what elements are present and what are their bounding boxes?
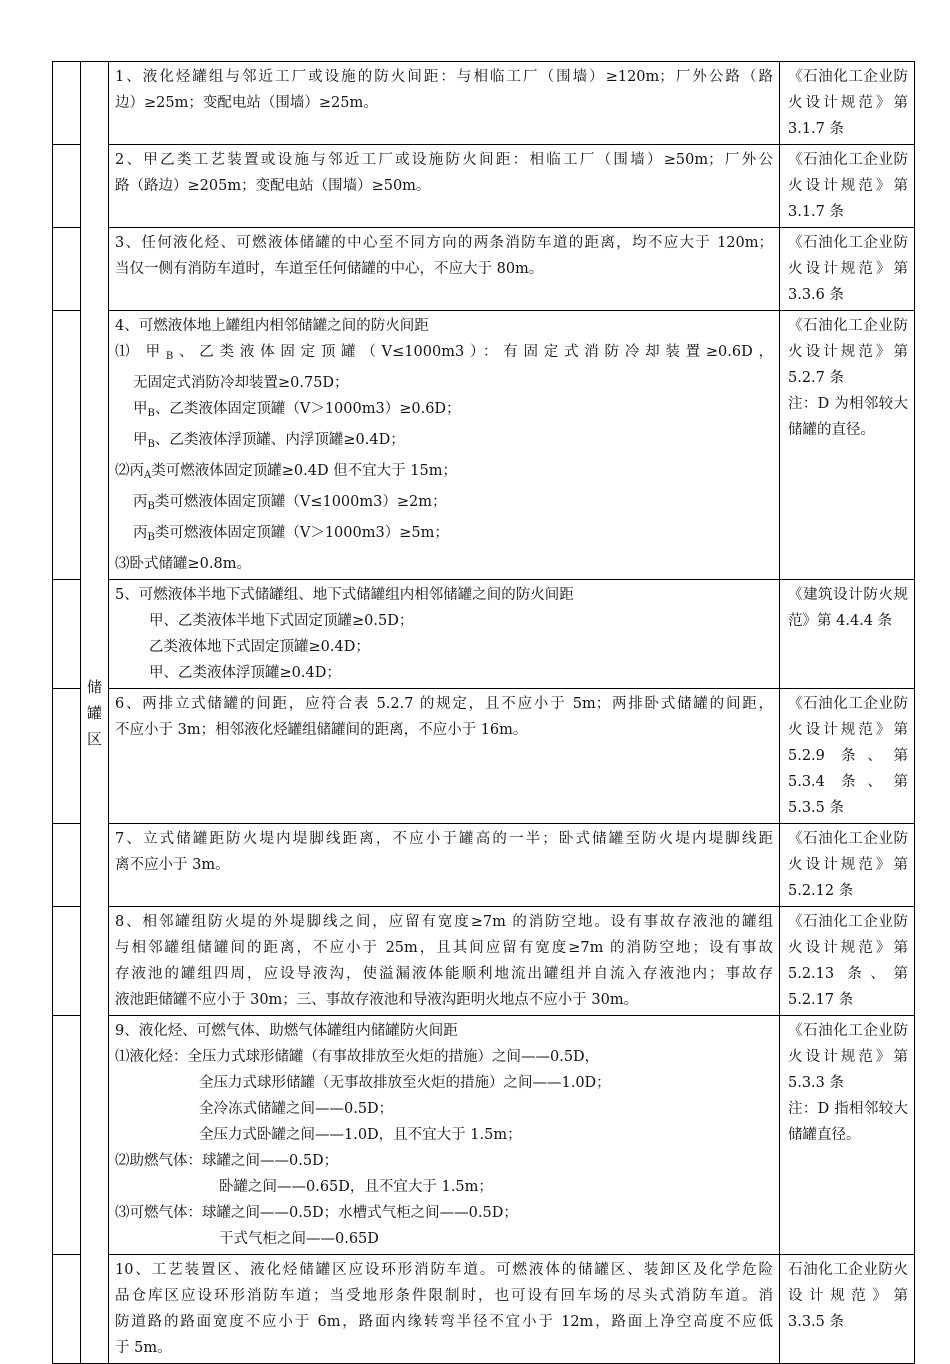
requirement-line: 4、可燃液体地上罐组内相邻储罐之间的防火间距 bbox=[115, 318, 429, 334]
subscript-letter: B bbox=[147, 439, 155, 450]
requirement-line: 丙$_B$类可燃液体固定顶罐（V≤1000m3）≥2m； bbox=[133, 494, 447, 512]
requirement-line: 离不应小于 3m。 bbox=[115, 857, 230, 873]
reference-cell bbox=[780, 907, 915, 1016]
subscript-letter: B bbox=[147, 532, 155, 543]
blank-cell bbox=[53, 62, 81, 145]
subscript-letter: B bbox=[147, 408, 155, 419]
subscript-letter: A bbox=[144, 470, 152, 481]
requirement-line: 2、甲乙类工艺装置或设施与邻近工厂或设施防火间距：相临工厂（围墙）≥50m；厂外公 bbox=[115, 152, 773, 168]
requirement-line: 与相邻罐组储罐间的距离，不应小于 25m，且其间应留有宽度≥7m 的消防空地；设有事故 bbox=[115, 940, 773, 956]
blank-cell bbox=[53, 228, 81, 311]
requirement-line: 10、工艺装置区、液化烃储罐区应设环形消防车道。可燃液体的储罐区、装卸区及化学危险 bbox=[115, 1262, 773, 1278]
table-row bbox=[53, 689, 915, 824]
reference-cell bbox=[780, 580, 915, 689]
requirement-cell bbox=[109, 1016, 780, 1255]
reference-cell bbox=[780, 311, 915, 580]
reference-text: 《石油化工企业防火设计规范》第 5.2.7 条 bbox=[788, 318, 908, 386]
requirement-line: 乙类液体地下式固定顶罐≥0.4D； bbox=[149, 639, 370, 655]
table-row bbox=[53, 907, 915, 1016]
reference-cell bbox=[780, 689, 915, 824]
table-row bbox=[53, 580, 915, 689]
requirement-cell bbox=[109, 689, 780, 824]
blank-cell bbox=[53, 145, 81, 228]
requirement-line: ⑶可燃气体：球罐之间——0.5D；水槽式气柜之间——0.5D； bbox=[115, 1205, 518, 1221]
table-row bbox=[53, 62, 915, 145]
requirement-line: 不应小于 3m；相邻液化烃罐组储罐间的距离，不应小于 16m。 bbox=[115, 722, 528, 738]
reference-text: 《石油化工企业防火设计规范》第 5.3.3 条 bbox=[788, 1023, 908, 1091]
requirement-line: 当仅一侧有消防车道时，车道至任何储罐的中心，不应大于 80m。 bbox=[115, 261, 544, 277]
requirement-line: 甲、乙类液体浮顶罐≥0.4D； bbox=[149, 665, 341, 681]
requirement-line: ⑴ 甲$_B$、乙类液体固定顶罐（V≤1000m3）：有固定式消防冷却装置≥0.6D， bbox=[115, 344, 773, 362]
reference-text: 《石油化工企业防火设计规范》第 5.2.9 条、第 5.3.4 条、第 5.3.5 条 bbox=[788, 696, 908, 816]
requirement-line: 6、两排立式储罐的间距，应符合表 5.2.7 的规定，且不应小于 5m；两排卧式储罐的间距， bbox=[115, 696, 773, 712]
table-row bbox=[53, 824, 915, 907]
requirement-line: 干式气柜之间——0.65D bbox=[219, 1231, 379, 1247]
reference-text: 《石油化工企业防火设计规范》第 5.2.13 条、第 5.2.17 条 bbox=[788, 914, 908, 1008]
table-row bbox=[53, 145, 915, 228]
requirement-line: 全压力式球形储罐（无事故排放至火炬的措施）之间——1.0D； bbox=[199, 1075, 611, 1091]
blank-cell bbox=[53, 824, 81, 907]
reference-cell bbox=[780, 824, 915, 907]
requirement-line: 卧罐之间——0.65D，且不宜大于 1.5m； bbox=[219, 1179, 493, 1195]
reference-cell bbox=[780, 228, 915, 311]
reference-text: 石油化工企业防火设计规范》第 3.3.5 条 bbox=[788, 1262, 908, 1330]
requirement-line: 3、任何液化烃、可燃液体储罐的中心至不同方向的两条消防车道的距离，均不应大于 120m； bbox=[115, 235, 773, 251]
requirement-line: 品仓库区应设环形消防车道；当受地形条件限制时，也可设有回车场的尽头式消防车道。消 bbox=[115, 1288, 773, 1304]
requirement-line: 丙$_B$类可燃液体固定顶罐（V＞1000m3）≥5m； bbox=[133, 525, 449, 543]
requirement-line: 甲$_B$、乙类液体浮顶罐、内浮顶罐≥0.4D； bbox=[133, 432, 405, 450]
reference-text: 《建筑设计防火规范》第 4.4.4 条 bbox=[788, 587, 908, 629]
requirement-line: 5、可燃液体半地下式储罐组、地下式储罐组内相邻储罐之间的防火间距 bbox=[115, 587, 574, 603]
requirement-line: 于 5m。 bbox=[115, 1340, 172, 1356]
reference-note: 注：D 指相邻较大储罐直径。 bbox=[788, 1101, 908, 1143]
requirement-cell bbox=[109, 580, 780, 689]
reference-note: 注：D 为相邻较大储罐的直径。 bbox=[788, 396, 908, 438]
requirement-cell bbox=[109, 145, 780, 228]
requirement-line: 全压力式卧罐之间——1.0D，且不宜大于 1.5m； bbox=[199, 1127, 522, 1143]
requirement-line: ⑶卧式储罐≥0.8m。 bbox=[115, 556, 251, 572]
blank-cell bbox=[53, 580, 81, 689]
requirement-line: 存液池的罐组四周，应设导液沟，使溢漏液体能顺利地流出罐组并自流入存液池内；事故存 bbox=[115, 966, 773, 982]
blank-cell bbox=[53, 1016, 81, 1255]
regulation-table bbox=[52, 61, 915, 1364]
requirement-cell bbox=[109, 907, 780, 1016]
requirement-line: 路（路边）≥205m；变配电站（围墙）≥50m。 bbox=[115, 178, 431, 194]
table-row bbox=[53, 311, 915, 580]
requirement-cell bbox=[109, 1255, 780, 1364]
blank-cell bbox=[53, 907, 81, 1016]
requirement-line: 甲$_B$、乙类液体固定顶罐（V＞1000m3）≥0.6D； bbox=[133, 401, 461, 419]
blank-cell bbox=[53, 311, 81, 580]
blank-cell bbox=[53, 689, 81, 824]
table-row bbox=[53, 1255, 915, 1364]
blank-cell bbox=[53, 1255, 81, 1364]
requirement-line: 8、相邻罐组防火堤的外堤脚线之间，应留有宽度≥7m 的消防空地。设有事故存液池的罐组 bbox=[115, 914, 773, 930]
requirement-cell bbox=[109, 228, 780, 311]
requirement-line: 全冷冻式储罐之间——0.5D； bbox=[199, 1101, 394, 1117]
requirement-line: 无固定式消防冷却装置≥0.75D； bbox=[133, 375, 349, 391]
requirement-line: 1、液化烃罐组与邻近工厂或设施的防火间距：与相临工厂（围墙）≥120m；厂外公路（路 bbox=[115, 69, 773, 85]
reference-text: 《石油化工企业防火设计规范》第 3.3.6 条 bbox=[788, 235, 908, 303]
table-body bbox=[53, 62, 915, 1364]
reference-text: 《石油化工企业防火设计规范》第 5.2.12 条 bbox=[788, 831, 908, 899]
reference-cell bbox=[780, 62, 915, 145]
reference-cell bbox=[780, 145, 915, 228]
requirement-cell bbox=[109, 824, 780, 907]
requirement-line: ⑵助燃气体：球罐之间——0.5D； bbox=[115, 1153, 339, 1169]
area-label-cell bbox=[81, 62, 109, 1364]
requirement-line: 液池距储罐不应小于 30m；三、事故存液池和导液沟距明火地点不应小于 30m。 bbox=[115, 992, 639, 1008]
requirement-line: 防道路的路面宽度不应小于 6m，路面内缘转弯半径不宜小于 12m，路面上净空高度不应低 bbox=[115, 1314, 773, 1330]
reference-text: 《石油化工企业防火设计规范》第 3.1.7 条 bbox=[788, 152, 908, 220]
requirement-line: 甲、乙类液体半地下式固定顶罐≥0.5D； bbox=[149, 613, 414, 629]
table-row bbox=[53, 228, 915, 311]
requirement-line: 9、液化烃、可燃气体、助燃气体罐组内储罐防火间距 bbox=[115, 1023, 458, 1039]
requirement-line: 边）≥25m；变配电站（围墙）≥25m。 bbox=[115, 95, 378, 111]
reference-cell bbox=[780, 1016, 915, 1255]
table-row bbox=[53, 1016, 915, 1255]
area-label: 储罐区 bbox=[86, 677, 102, 748]
requirement-cell bbox=[109, 311, 780, 580]
reference-text: 《石油化工企业防火设计规范》第 3.1.7 条 bbox=[788, 69, 908, 137]
subscript-letter: B bbox=[165, 351, 174, 362]
subscript-letter: B bbox=[147, 501, 155, 512]
reference-cell bbox=[780, 1255, 915, 1364]
requirement-line: ⑴液化烃：全压力式球形储罐（有事故排放至火炬的措施）之间——0.5D， bbox=[115, 1049, 600, 1065]
requirement-cell bbox=[109, 62, 780, 145]
requirement-line: 7、立式储罐距防火堤内堤脚线距离，不应小于罐高的一半；卧式储罐至防火堤内堤脚线距 bbox=[115, 831, 773, 847]
requirement-line: ⑵丙$_A$类可燃液体固定顶罐≥0.4D 但不宜大于 15m； bbox=[115, 463, 457, 481]
